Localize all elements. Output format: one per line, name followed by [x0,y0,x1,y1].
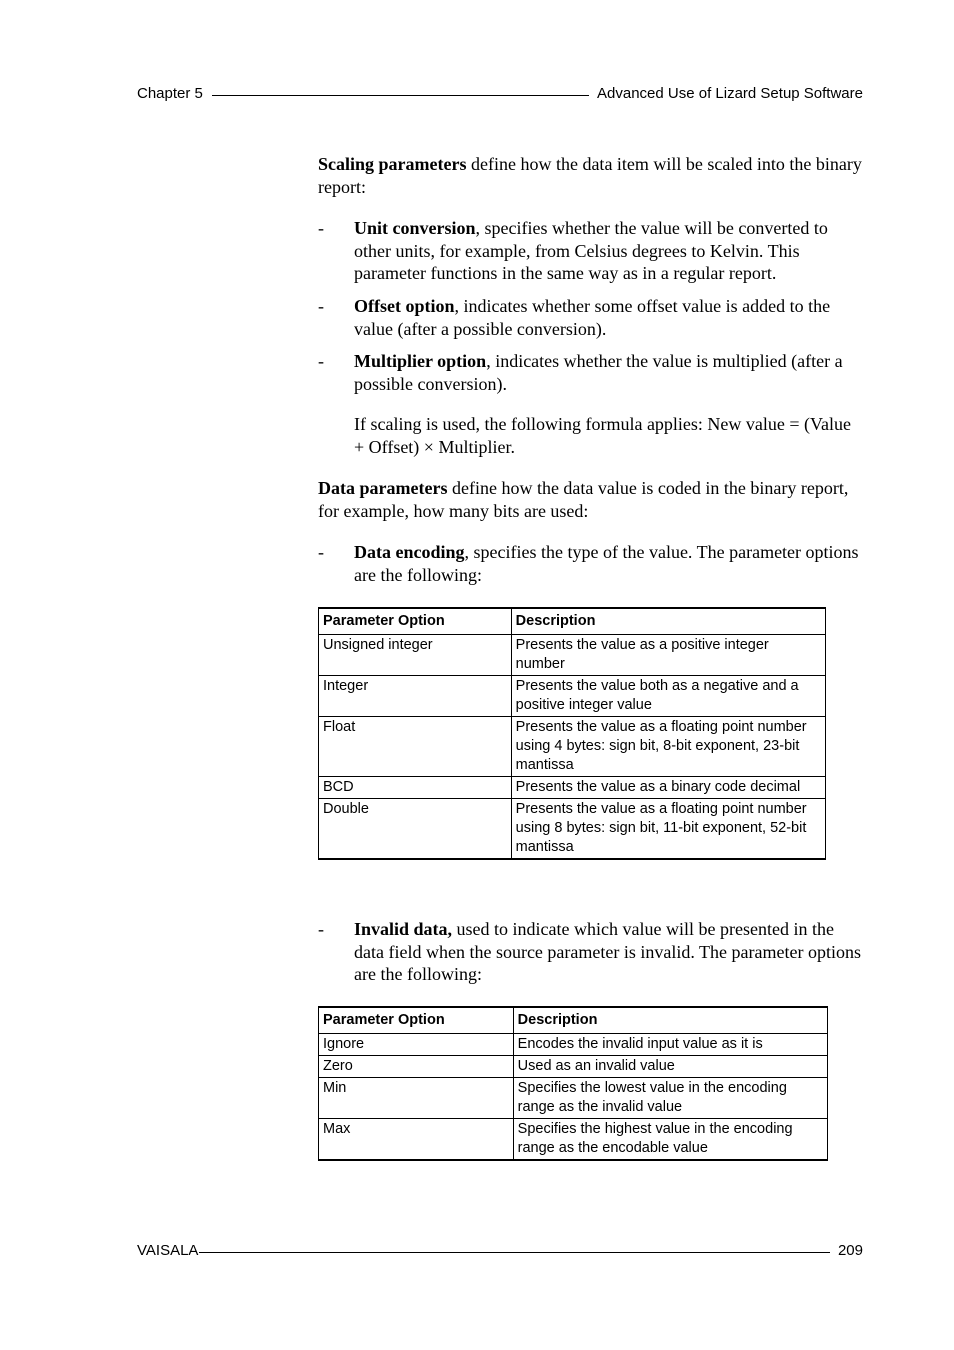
table-cell: Zero [319,1056,514,1078]
bullet-dash: - [318,218,324,238]
chapter-label: Chapter 5 [137,85,203,102]
item-bold: Data encoding [354,542,465,562]
table-cell: Presents the value as a floating point number using 4 bytes: sign bit, 8-bit exponent, 23-bit mantissa [511,717,825,777]
table-header-row [319,1007,828,1034]
table-cell: Float [319,717,512,777]
item-text: , indicates whether the value is multiplied (after a possible conversion). [354,351,843,394]
list-item-unit-conversion [318,217,863,285]
table-cell: BCD [319,777,512,799]
formula-text: If scaling is used, the following formula applies: New value = (Value + Offset) × Multiplier. [354,414,852,457]
page-number: 209 [837,1242,863,1259]
table-row [319,777,826,799]
column-header: Description [511,608,825,635]
column-header: Parameter Option [319,608,512,635]
table-row [319,717,826,777]
header-rule [212,95,589,96]
scaling-intro [318,153,863,198]
column-header: Parameter Option [319,1007,514,1034]
item-text: , indicates whether some offset value is added to the value (after a possible conversion). [354,296,831,339]
table-cell: Min [319,1078,514,1119]
table-cell: Unsigned integer [319,635,512,676]
list-item-invalid-data [318,918,863,986]
bullet-dash: - [318,919,324,939]
invalid-data-table [318,1006,828,1161]
formula-paragraph [318,413,863,458]
table-cell: Presents the value as a floating point number using 8 bytes: sign bit, 11-bit exponent, 52-bit mantissa [511,799,825,860]
company-name: VAISALA [137,1242,199,1259]
table-row [319,1034,828,1056]
list-item-multiplier-option [318,350,863,395]
item-bold: Unit conversion [354,218,476,238]
table-cell: Double [319,799,512,860]
table-cell: Specifies the highest value in the encoding range as the encodable value [513,1119,827,1161]
footer-rule [199,1252,830,1253]
item-bold: Offset option [354,296,455,316]
data-params-bold: Data parameters [318,478,448,498]
list-item-data-encoding [318,541,863,586]
table-cell: Specifies the lowest value in the encoding range as the invalid value [513,1078,827,1119]
item-text: used to indicate which value will be presented in the data field when the source parameter is invalid. The parameter options are the following: [354,919,861,984]
table-row [319,1078,828,1119]
item-text: , specifies whether the value will be converted to other units, for example, from Celsius degrees to Kelvin. This parameter functions in the same way as in a regular report. [354,218,828,283]
bullet-dash: - [318,296,324,316]
table-row [319,1119,828,1161]
table-cell: Integer [319,676,512,717]
item-text: , specifies the type of the value. The parameter options are the following: [354,542,859,585]
bullet-dash: - [318,542,324,562]
item-bold: Multiplier option [354,351,487,371]
list-item-offset-option [318,295,863,340]
column-header: Description [513,1007,827,1034]
table-cell: Max [319,1119,514,1161]
data-params-text: define how the data value is coded in the binary report, for example, how many bits are used: [318,478,849,521]
table-cell: Used as an invalid value [513,1056,827,1078]
page-footer [137,1242,863,1259]
table-cell: Presents the value as a positive integer number [511,635,825,676]
scaling-intro-bold: Scaling parameters [318,154,467,174]
table-row [319,799,826,860]
table-row [319,1056,828,1078]
table-row [319,676,826,717]
data-encoding-table [318,607,826,860]
bullet-dash: - [318,351,324,371]
scaling-intro-text: define how the data item will be scaled into the binary report: [318,154,862,197]
table-cell: Presents the value both as a negative and a positive integer value [511,676,825,717]
table-header-row [319,608,826,635]
item-bold: Invalid data, [354,919,453,939]
table-cell: Ignore [319,1034,514,1056]
page-header [137,85,863,102]
data-params-intro [318,477,863,522]
table-cell: Presents the value as a binary code decimal [511,777,825,799]
table-row [319,635,826,676]
table-cell: Encodes the invalid input value as it is [513,1034,827,1056]
chapter-title: Advanced Use of Lizard Setup Software [597,85,863,102]
